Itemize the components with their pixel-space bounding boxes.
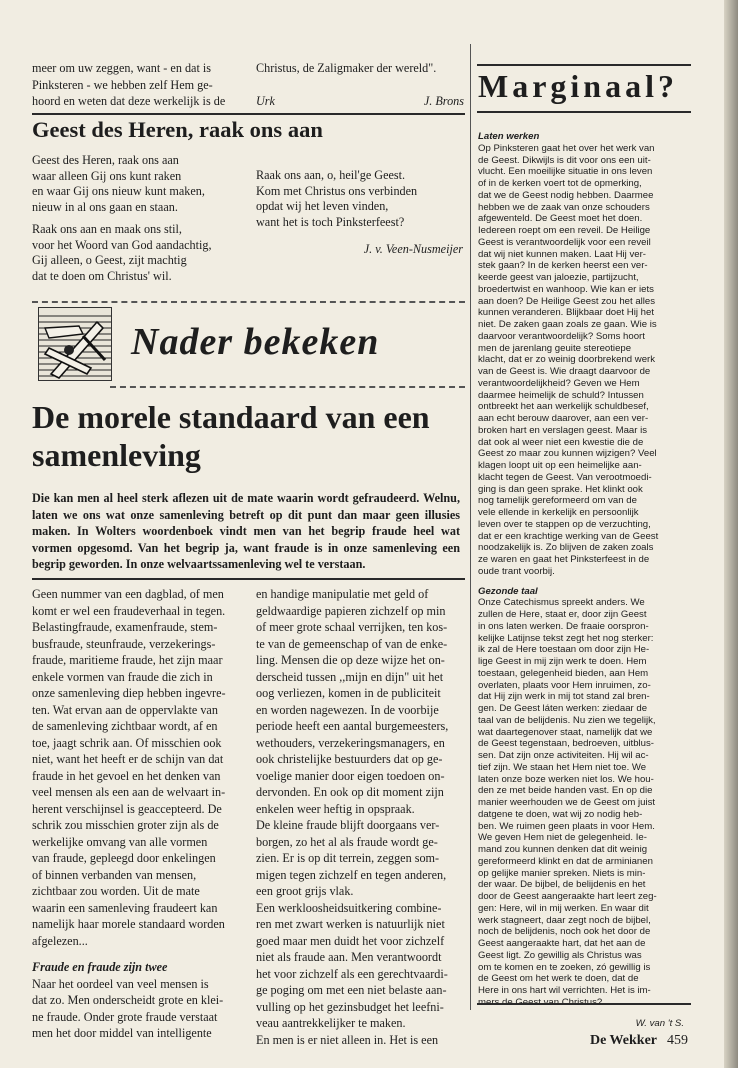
body-line: Belastingfraude, examenfraude, stem- — [32, 620, 218, 634]
body-line: borgen, zo het al als fraude wordt ge- — [256, 834, 438, 849]
sidebar-line: Iedereen roept om een reveil. De Heilige — [478, 225, 651, 236]
sidebar-line: der waar. De bijbel, de belijdenis en het — [478, 879, 646, 891]
body-line: waarin een samenleving fraudeert kan — [32, 900, 218, 915]
poem-line: Raak ons aan, o, heil'ge Geest. — [256, 168, 406, 182]
divider — [32, 578, 465, 580]
poem-stanza-1 — [32, 153, 205, 215]
body-line: periode heeft een aantal burgemeesters, — [256, 719, 449, 733]
article-column-1 — [32, 586, 247, 1042]
body-line: of meer grote schaal verrijken, ten kos- — [256, 620, 448, 634]
sidebar-line: Onze Catechismus spreekt anders. We — [478, 597, 645, 609]
article-title: De morele standaard van een samenleving — [32, 399, 430, 473]
body-line: Naar het oordeel van veel mensen is — [32, 976, 209, 991]
sidebar-line: Geest ligt. Zo gewillig als Christus was — [478, 949, 642, 961]
sidebar-line: Geest aangeraakte hart, dat het aan de — [478, 938, 646, 949]
sidebar-line: de Geest. Dikwijls is dit voor ons een uit- — [478, 154, 651, 166]
body-line: Geen nummer van een dagblad, of men — [32, 587, 224, 601]
body-line: werkelijke omvang van alle vormen — [32, 834, 208, 849]
body-line: afgelezen... — [32, 933, 88, 948]
body-line: onze samenleving diep hebben ingevre- — [32, 686, 226, 700]
sidebar-line: daarvoor verantwoordelijk? Soms hoort — [478, 330, 645, 342]
body-line: men het door middel van intelligente — [32, 1026, 212, 1040]
sidebar-line: nog tamelijk gereformeerd om van de — [478, 495, 637, 507]
body-line: migen tegen zichzelf en tegen anderen, — [256, 867, 447, 882]
body-line: ling. Mensen die op deze wijze het on- — [256, 653, 445, 667]
body-line: ge poging om met een niet belaste aan- — [256, 983, 447, 997]
body-line: te van de gemeenschap of van de enke- — [256, 636, 448, 651]
sidebar-line: noch de belijdenis, noch ook het door de — [478, 926, 651, 938]
banner-bottom-rule — [110, 386, 465, 388]
sidebar-line: niet. De zaken gaan zoals ze gaan. Wie is — [478, 319, 657, 330]
body-line: schrik zou misschien groter zijn als de — [32, 818, 219, 832]
sidebar-line: door de Geest aangeraakte hart leert zeg- — [478, 891, 657, 902]
body-line: de samenleving zichtbaar wordt, af en — [32, 719, 218, 733]
poem-line: Gij alleen, o Geest, zijt machtig — [32, 253, 187, 267]
banner-top-rule — [32, 301, 465, 303]
sidebar-line: vlucht. Een moeilijke situatie in ons leven — [478, 166, 653, 178]
body-line: wethouders, verzekeringsmanagers, en — [256, 735, 445, 750]
sidebar-line: Geest zo maar zou kunnen wijzigen? Veel — [478, 448, 657, 460]
sidebar-line: dat ook al weer niet een kwestie die de — [478, 436, 644, 448]
sidebar-line: ging is dan geen sprake. Het klinkt ook — [478, 483, 643, 495]
sidebar-line: overlaten, plaats voor Hem inruimen, zo- — [478, 679, 651, 691]
sidebar-line: klacht tegen de Geest. Van verootmoedi- — [478, 471, 652, 483]
body-line: veel mensen als een aan de welvaart in- — [32, 785, 226, 799]
intro-left-line: Pinksteren - we hebben zelf Hem ge- — [32, 77, 213, 92]
sidebar-line: toestaan, gelegenheid bieden, aan Hem — [478, 667, 649, 679]
body-line: ten. Wat ervan aan de oppervlakte van — [32, 702, 218, 717]
body-line: goed maar men duidt het voor zichzelf — [256, 933, 445, 948]
body-line: niet als fraude aan. Men verantwoordt — [256, 950, 442, 964]
body-line: ren met zwart werken is natuurlijk niet — [256, 917, 445, 931]
body-line: zichtbaar zou worden. Uit de mate — [32, 884, 200, 898]
body-line: vulling op het gezinsbudget het leefni- — [256, 999, 444, 1014]
sidebar-line: keerde geest van jaloezie, partijzucht, — [478, 272, 639, 283]
body-line: De kleine fraude blijft doorgaans ver- — [256, 818, 440, 832]
magazine-name: De Wekker — [589, 1033, 657, 1048]
poem-line: opdat wij het leven vinden, — [256, 199, 389, 213]
body-line: van fraude, gepleegd door enkelingen — [32, 851, 216, 865]
section-banner-title: Nader bekeken — [131, 321, 380, 363]
sidebar-line: werk stagneert, daar zegt noch de bijbel, — [478, 914, 651, 926]
body-line: geldwaardige papieren zichzelf op min — [256, 603, 446, 618]
poem-title: Geest des Heren, raak ons aan — [32, 117, 323, 142]
sidebar-line: broken hart en verslagen geest. Maar is — [478, 424, 648, 436]
sidebar-line: datgene te doen, wat wij zo nodig heb- — [478, 808, 643, 820]
sidebar-line: vele ellende in kerkelijk en persoonlijk — [478, 507, 639, 518]
sidebar-line: dat wij niet kunnen maken. Laat Hij ver- — [478, 248, 646, 260]
sidebar-line: verantwoordelijkheid? Geven we Hem — [478, 377, 640, 389]
sidebar-line: de Geest om het werk te doen, dat de — [478, 973, 639, 985]
sidebar-line: taal van de belijdenis. Nu zien we tegelijk, — [478, 714, 656, 726]
page-number: 459 — [667, 1033, 688, 1048]
sidebar-author: W. van 't S. — [635, 1017, 684, 1029]
sidebar-line: aan echt berouw daarover, aan een ver- — [478, 413, 649, 424]
sidebar-line: We geven Hem niet de gelegenheid. Ie- — [478, 832, 647, 844]
body-line: zien. Er is op dit terrein, zeggen som- — [256, 851, 440, 865]
body-line: Een werkloosheidsuitkering combine- — [256, 900, 442, 915]
sidebar-line: Op Pinksteren gaat het over het werk van — [478, 142, 655, 154]
poem-line: waar alleen Gij ons kunt raken — [32, 168, 182, 183]
body-line: derscheid tussen ,,mijn en dijn" uit het — [256, 669, 444, 684]
sidebar-line: ben. We ruimen geen plaats in voor Hem. — [478, 820, 655, 832]
body-line: enkelen weer heftig in opspraak. — [256, 801, 415, 816]
sidebar-line: aan doen? De Heilige Geest zou het alles — [478, 295, 656, 307]
body-line: enkele vormen van fraude die zich in — [32, 669, 213, 684]
sidebar-line: gen: Here, wil in mij werken. En waar dit — [478, 902, 649, 914]
intro-right-line: Christus, de Zaligmaker der wereld". — [256, 61, 437, 75]
sidebar-line: kelijke Latijnse tekst zegt het nog sterker: — [478, 632, 654, 644]
sidebar-line: lige Geest in mij zijn werk te doen. Hem — [478, 656, 647, 667]
poem-line: dat te doen om Christus' wil. — [32, 268, 172, 283]
column-separator — [470, 44, 471, 1010]
sidebar-line: dat we de Geest nodig hebben. Daarmee — [478, 189, 654, 201]
sidebar-line: leven over te stappen op de verzuchting, — [478, 518, 651, 530]
poem-line: Geest des Heren, raak ons aan — [32, 153, 179, 167]
sidebar-line: noodzakelijk is. Zo blijven de zaken zoals — [478, 542, 654, 554]
body-line: fraude in het gevoel en het denken van — [32, 768, 221, 783]
body-line: oog verliezen, komen in de publiciteit — [256, 686, 441, 700]
sidebar-line: op gelijke manier spreken. Niets is min- — [478, 867, 646, 879]
sidebar-line: broedertwist en wanhoop. Wie kan er iets — [478, 283, 654, 295]
poem-line: Kom met Christus ons verbinden — [256, 183, 418, 198]
footer — [540, 1031, 688, 1049]
sidebar-body — [478, 131, 692, 1029]
sidebar-line: men de jarenlang geuite stereotiepe — [478, 342, 632, 354]
divider — [477, 1003, 691, 1005]
divider — [477, 64, 691, 66]
sidebar-line: dat er een krachtige werking van de Geest — [478, 530, 659, 542]
sidebar-line: van de Geest is. Wie draagt daarvoor de — [478, 366, 651, 377]
sidebar-line: afgewenteld. De Geest moet het doen. — [478, 213, 643, 225]
intro-right — [256, 60, 464, 110]
sidebar-line: om te komen en te zoeken, zó gewillig is — [478, 961, 651, 973]
sidebar-subheading: Gezonde taal — [478, 585, 538, 597]
sidebar-line: tief zijn. We staan het Hem niet toe. We — [478, 761, 647, 773]
sidebar-subheading: Laten werken — [478, 131, 540, 142]
body-line: dat zo. Men onderscheidt grote en klei- — [32, 993, 224, 1007]
sidebar-line: ze waren en gaat het Pinksterfeest in de — [478, 554, 650, 565]
page-spine-shadow — [724, 0, 738, 1068]
poem-stanza-3 — [256, 168, 417, 230]
body-line: ook christelijke bestuurders dat op ge- — [256, 752, 443, 766]
body-line: het voor zichzelf als een gerechtvaardi- — [256, 966, 448, 981]
body-line: een groot grijs vlak. — [256, 884, 354, 898]
poem-line: nieuw in al ons gaan en staan. — [32, 199, 178, 214]
intro-left-line: meer om uw zeggen, want - en dat is — [32, 61, 212, 75]
sidebar-line: gen. De Geest láten werken: ziedaar de — [478, 703, 648, 714]
sidebar-line: kunnen veranderen. Blijkbaar doet Hij het — [478, 307, 654, 319]
poem-author: J. v. Veen-Nusmeijer — [363, 242, 463, 256]
sidebar-line: daarmee heimelijk de schuld? Intussen — [478, 389, 644, 401]
sidebar-line: klacht, dat er zo weinig doorbrekend werk — [478, 354, 656, 366]
sidebar-line: hebben we de zaak van onze schouders — [478, 201, 650, 213]
body-line: en worden nagewezen. In de voorbije — [256, 702, 439, 717]
article-intro: Die kan men al heel sterk aflezen uit de mate waarin wordt gefraudeerd. Welnu, laten we ons wat onze samenleving betreft op dit punt dan maar geen illusies maken. In Wolters woordenboek vindt men van het begrip fraude heel wat vormen opgesomd. Van het begrip ja, want fraude is in onze samenleving een begrip geworden. In onze welvaartssamenleving wel te verstaan. — [32, 491, 460, 571]
body-line: En men is er niet alleen in. Het is een — [256, 1032, 439, 1047]
body-line: dervonden. En ook op dit moment zijn — [256, 785, 444, 799]
sidebar-line: dat Hij zijn werk in mij tot stand zal bren- — [478, 691, 650, 703]
sidebar-line: manier weerhouden we de Geest om juist — [478, 797, 656, 808]
sidebar-line: wat daartegenover staat, namelijk dat we — [478, 726, 653, 738]
sidebar-line: ik zal de Here toestaan om door zijn He- — [478, 644, 650, 656]
article-column-2 — [256, 586, 468, 1048]
divider — [32, 113, 465, 115]
intro-left-line: hoord en weten dat deze werkelijk is de — [32, 94, 226, 108]
sidebar-line: Here in ons hart wil verrichten. Het is im- — [478, 985, 651, 996]
sidebar-line: zullen de Here, staat er, door zijn Geest — [478, 609, 647, 620]
article-subheading: Fraude en fraude zijn twee — [32, 960, 168, 974]
divider — [477, 111, 691, 113]
sidebar-title: Marginaal? — [478, 68, 678, 104]
sidebar-line: de Geest tegenstaan, bedroeven, uitblus- — [478, 738, 655, 750]
poem-line: en waar Gij ons nieuw kunt maken, — [32, 184, 205, 198]
body-line: veau aantrekkelijker te maken. — [256, 1016, 406, 1030]
body-line: of binnen verbanden van mensen, — [32, 867, 197, 882]
banner-illustration — [38, 307, 112, 381]
sidebar-line: of in de kerken voert tot de opmerking, — [478, 178, 642, 189]
sidebar-line: laten onze boze werken niet los. We hou- — [478, 773, 654, 785]
sidebar-line: gereformeerd klinkt en dat de arminianen — [478, 855, 653, 867]
sidebar-line: sen. Dat zijn onze activiteiten. Hij wil ac- — [478, 750, 649, 761]
intro-place: Urk — [256, 94, 275, 108]
sidebar-line: mand zou kunnen denken dat dit weinig — [478, 844, 648, 855]
sidebar-line: stek gaan? In de kerken heerst een ver- — [478, 260, 648, 272]
sidebar-line: oude trant voorbij. — [478, 565, 555, 577]
sidebar-line: ontbreekt het aan werkelijk schuldbesef, — [478, 401, 649, 413]
body-line: toe, jaagt schrik aan. Of misschien ook — [32, 735, 222, 750]
poem-line: Raak ons aan en maak ons stil, — [32, 222, 182, 236]
intro-left — [32, 60, 247, 110]
poem-stanza-2 — [32, 222, 212, 284]
sidebar-line: klagen loopt uit op een heimelijke aan- — [478, 460, 642, 471]
sidebar-line: in ons laten werken. De fraaie oorspron- — [478, 620, 649, 632]
sidebar-line: Geest is verantwoordelijk voor een reveil — [478, 236, 651, 248]
body-line: voelige manier door eigen toedoen on- — [256, 768, 445, 783]
body-line: ne fraude. Onder grote fraude verstaat — [32, 1009, 218, 1024]
body-line: komt er wel een fraudeverhaal in tegen. — [32, 603, 226, 618]
intro-author: J. Brons — [423, 94, 464, 108]
sidebar-line: den ze met beide handen vast. En op die — [478, 785, 653, 797]
body-line: namelijk haar morele standaard worden — [32, 917, 225, 931]
tools-illustration-icon — [39, 308, 111, 380]
poem-line: voor het Woord van God aandachtig, — [32, 237, 212, 252]
body-line: busfraude, steunfraude, verzekerings- — [32, 636, 216, 651]
body-line: herent verschijnsel is geaccepteerd. De — [32, 801, 222, 816]
body-line: en handige manipulatie met geld of — [256, 587, 429, 601]
body-line: fraude, maritieme fraude, het zijn maar — [32, 653, 223, 667]
poem-line: want het is toch Pinksterfeest? — [256, 214, 405, 229]
body-line: niet, want het heeft er de schijn van dat — [32, 752, 224, 766]
